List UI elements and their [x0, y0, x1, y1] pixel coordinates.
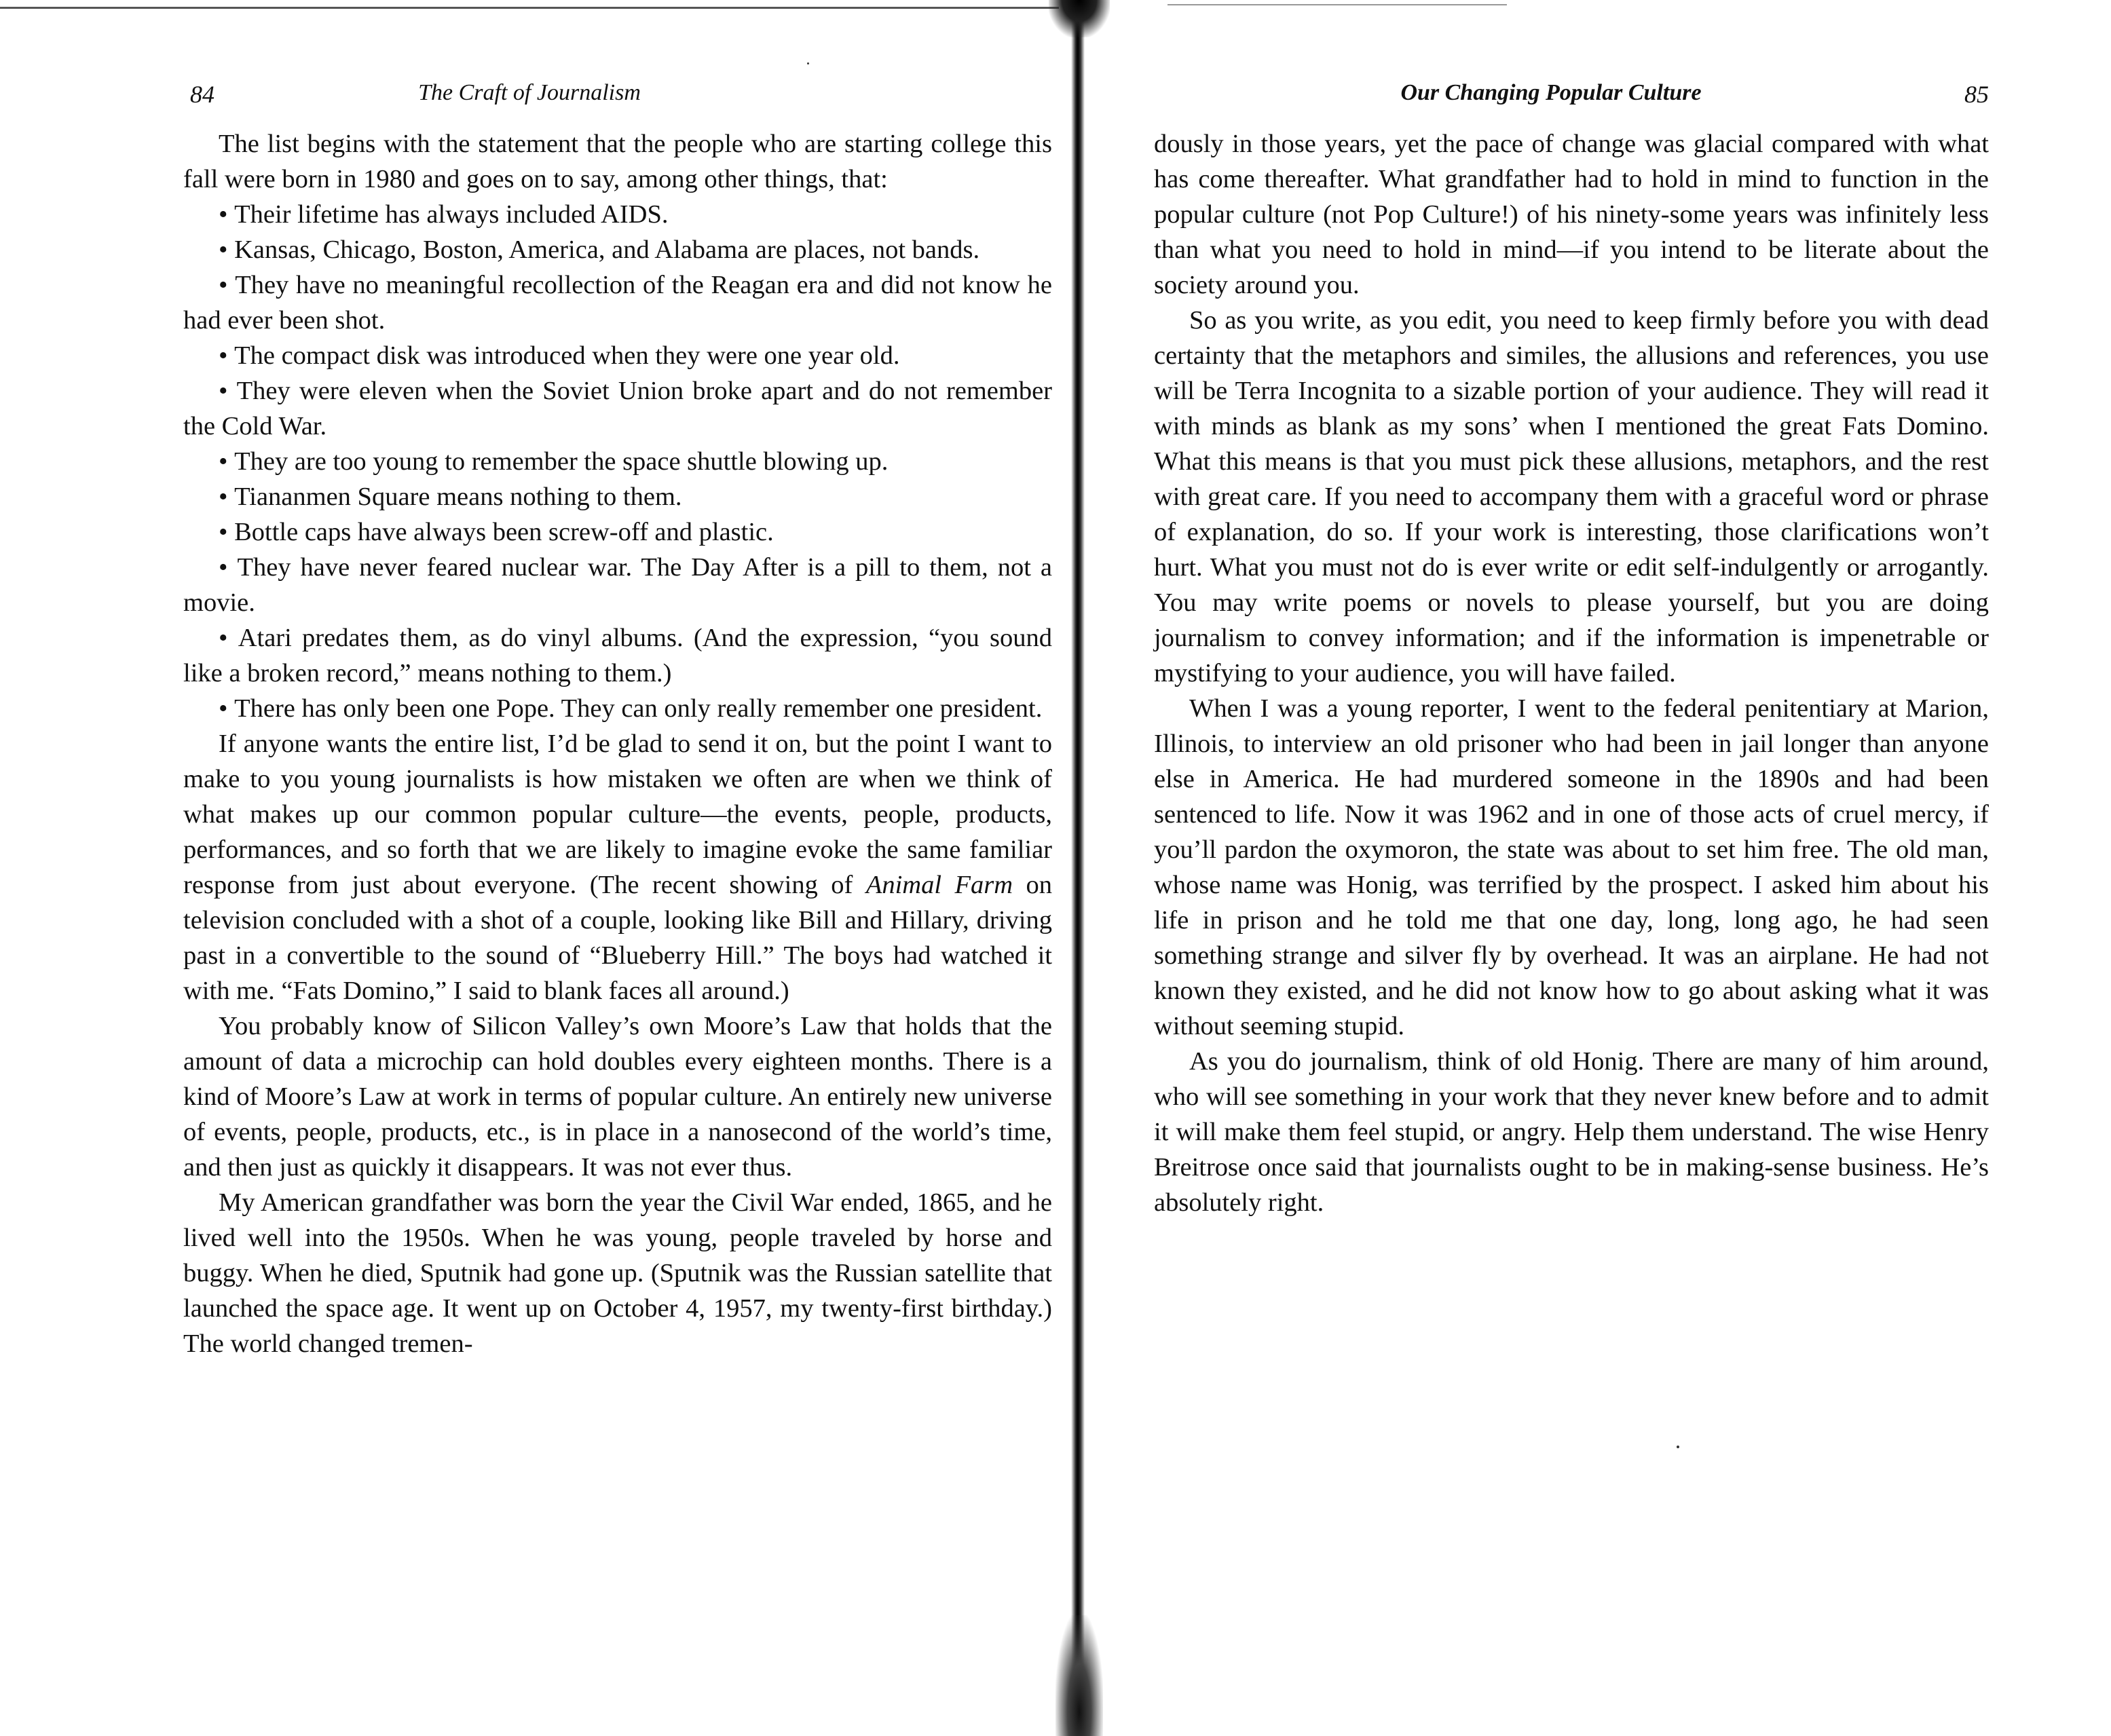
page-number: 84 — [190, 81, 214, 108]
list-item: • There has only been one Pope. They can only really remember one president. — [183, 691, 1052, 726]
paragraph: When I was a young reporter, I went to the federal penitentiary at Marion, Illinois, to interview an old prisoner who had been in jail longer than anyone else in America. He had murdered someone in the 1890s and had been sentenced to life. Now it was 1962 and in one of those acts of cruel mercy, if you’ll pardon the oxymoron, the state was about to set him free. The old man, whose name was Honig, was terrified by the prospect. I asked him about his life in prison and he told me that one day, long, long ago, he had seen something strange and silver fly by overhead. It was an airplane. He had not known they existed, and he did not know how to go about asking what it was without seeming stupid. — [1154, 694, 1989, 1040]
list-item: • Bottle caps have always been screw-off and plastic. — [183, 514, 1052, 550]
paragraph: The list begins with the statement that the people who are starting college this fall were born in 1980 and goes on to say, among other things, that: — [183, 130, 1052, 193]
left-page — [183, 0, 1052, 1736]
paragraph-text: If anyone wants the entire list, I’d be glad to send it on, but the point I want to make to you young journalists is how mistaken we often are when we think of what makes up our common popular culture—the events, people, products, performances, and so forth that we are likely to imagine evoke the same familiar response from just about everyone. — [183, 730, 1052, 899]
page-number: 85 — [1964, 81, 1989, 108]
list-item: • They have never feared nuclear war. The Day After is a pill to them, not a movie. — [183, 550, 1052, 620]
left-page-header — [183, 80, 1052, 121]
right-page-body — [1154, 126, 1989, 1220]
paragraph: My American grandfather was born the year the Civil War ended, 1865, and he lived well into the 1950s. When he was young, people traveled by horse and buggy. When he died, Sputnik had gone up. (Sputnik was the Russian satellite that launched the space age. It went up on October 4, 1957, my twenty-first birthday.) The world changed tremen- — [183, 1188, 1052, 1358]
running-head: The Craft of Journalism — [418, 80, 641, 105]
list-item: • Atari predates them, as do vinyl albums. (And the expression, “you sound like a broken record,” means nothing to them.) — [183, 620, 1052, 691]
list-item: • They have no meaningful recollection of the Reagan era and did not know he had ever been shot. — [183, 267, 1052, 338]
paragraph — [183, 726, 1052, 1008]
left-page-body — [183, 126, 1052, 1361]
gutter-shadow-bottom — [1056, 1615, 1103, 1736]
list-item: • Kansas, Chicago, Boston, America, and Alabama are places, not bands. — [183, 232, 1052, 267]
italic-title: Animal Farm — [865, 871, 1013, 899]
paragraph: As you do journalism, think of old Honig. There are many of him around, who will see something in your work that they never knew before and to admit it will make them feel stupid, or angry. Help them understand. The wise Henry Breitrose once said that journalists ought to be in making-sense business. He’s absolutely right. — [1154, 1047, 1989, 1217]
paragraph: So as you write, as you edit, you need to keep firmly before you with dead certainty that the metaphors and similes, the allusions and references, you use will be Terra Incognita to a sizable portion of your audience. They will read it with minds as blank as my sons’ when I mentioned the great Fats Domino. What this means is that you must pick these allusions, metaphors, and the rest with great care. If you need to accompany them with a graceful word or phrase of explanation, do so. If your work is interesting, those clarifications won’t hurt. What you must not do is ever write or edit self-indulgently or arrogantly. You may write poems or novels to please yourself, but you are doing journalism to convey information; and if the information is impenetrable or mystifying to your audience, you will have failed. — [1154, 306, 1989, 687]
list-item: • The compact disk was introduced when they were one year old. — [183, 338, 1052, 373]
gutter-shadow-top — [1049, 0, 1110, 37]
paragraph-text: (The recent showing of — [589, 871, 853, 899]
list-item: • They were eleven when the Soviet Union broke apart and do not remember the Cold War. — [183, 373, 1052, 444]
right-page — [1154, 0, 1989, 1736]
paragraph-text: on television concluded with a shot of a couple, looking like Bill and Hillary, driving past in a convertible to the sound of “Blueberry Hill.” The boys had watched it with me. “Fats Domino,” I said to blank faces all around.) — [183, 871, 1053, 1005]
list-item: • Their lifetime has always included AIDS. — [183, 197, 1052, 232]
paragraph: You probably know of Silicon Valley’s own Moore’s Law that holds that the amount of data a microchip can hold doubles every eighteen months. There is a kind of Moore’s Law at work in terms of popular culture. An entirely new universe of events, people, products, etc., is in place in a nanosecond of the world’s time, and then just as quickly it disappears. It was not ever thus. — [183, 1012, 1052, 1182]
paragraph: dously in those years, yet the pace of change was glacial compared with what has come thereafter. What grandfather had to hold in mind to function in the popular culture (not Pop Culture!) of his ninety-some years was infinitely less than what you need to hold in mind—if you intend to be literate about the society around you. — [1154, 130, 1989, 299]
list-item: • Tiananmen Square means nothing to them. — [183, 479, 1052, 514]
book-gutter — [1071, 0, 1085, 1736]
list-item: • They are too young to remember the space shuttle blowing up. — [183, 444, 1052, 479]
right-page-header — [1154, 80, 1989, 121]
running-head: Our Changing Popular Culture — [1400, 80, 1702, 105]
